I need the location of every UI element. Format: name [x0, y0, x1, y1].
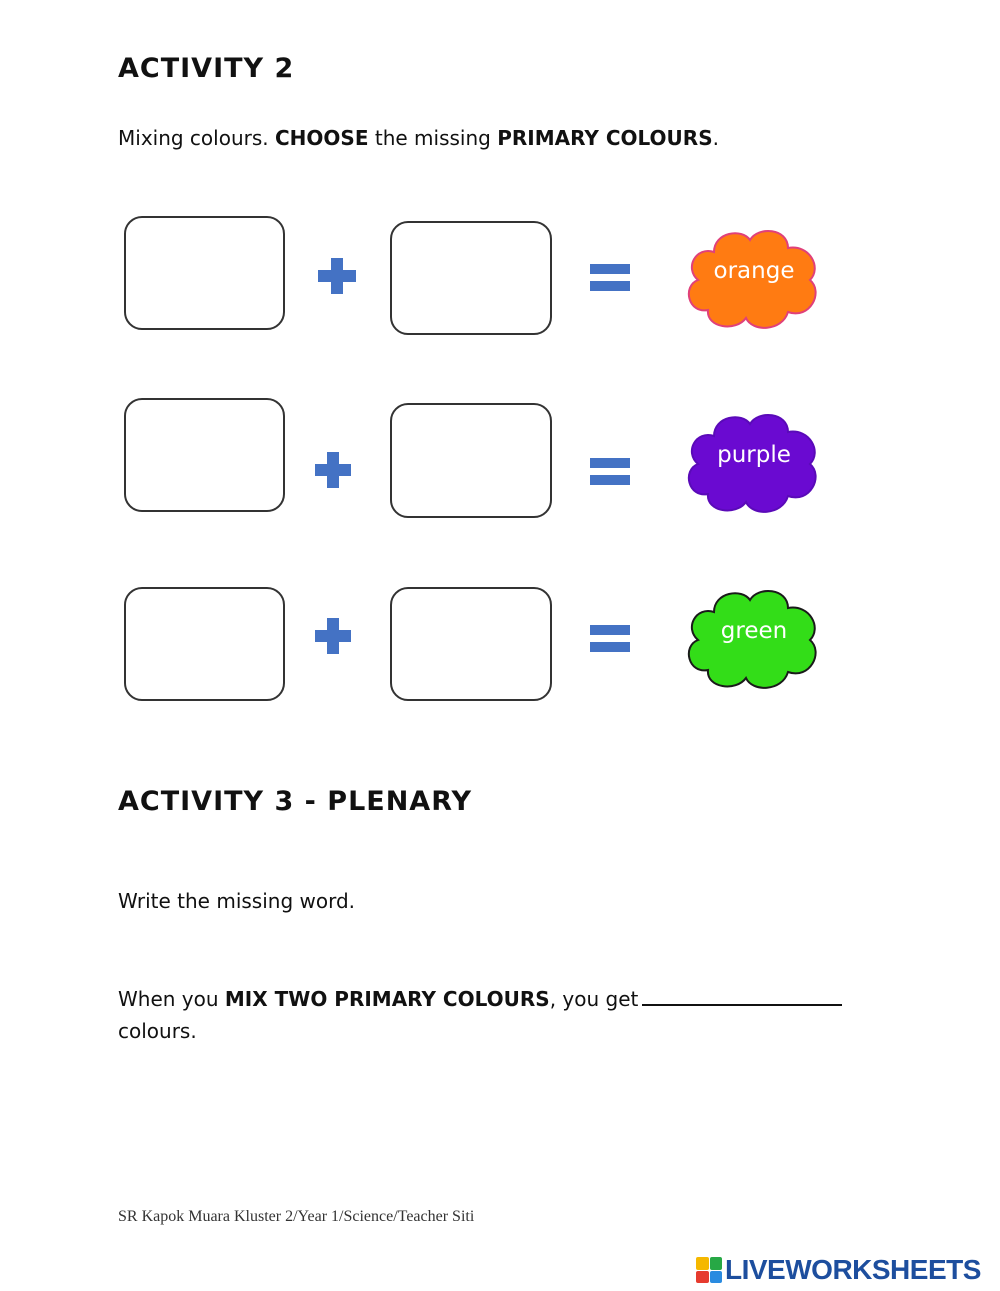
fill-in-sentence-line2: colours. [118, 1019, 197, 1043]
answer-box-2a[interactable] [124, 398, 285, 512]
plus-icon [318, 258, 356, 294]
result-cloud-green [684, 584, 824, 694]
activity-2-instruction: Mixing colours. CHOOSE the missing PRIMARY COLOURS. [118, 126, 719, 150]
fill-in-sentence: When you MIX TWO PRIMARY COLOURS, you get [118, 984, 842, 1011]
answer-box-3b[interactable] [390, 587, 552, 701]
answer-box-1b[interactable] [390, 221, 552, 335]
equals-icon [590, 264, 630, 292]
result-cloud-purple [684, 408, 824, 518]
answer-blank[interactable] [642, 984, 842, 1006]
activity-3-heading: ACTIVITY 3 - PLENARY [118, 786, 473, 817]
logo-text: LIVEWORKSHEETS [725, 1254, 981, 1285]
equals-icon [590, 458, 630, 486]
answer-box-2b[interactable] [390, 403, 552, 518]
plus-icon [315, 452, 351, 488]
equals-icon [590, 625, 630, 653]
result-cloud-orange [684, 224, 824, 334]
answer-box-1a[interactable] [124, 216, 285, 330]
plus-icon [315, 618, 351, 654]
result-label: purple [717, 442, 791, 468]
logo-mark-icon [696, 1257, 722, 1283]
activity-3-instruction: Write the missing word. [118, 889, 356, 913]
result-label: green [720, 618, 788, 644]
answer-box-3a[interactable] [124, 587, 285, 701]
result-label: orange [713, 258, 795, 284]
activity-2-heading: ACTIVITY 2 [118, 53, 295, 84]
liveworksheets-logo [696, 1253, 981, 1287]
footer-credit: SR Kapok Muara Kluster 2/Year 1/Science/Teacher Siti [118, 1208, 475, 1225]
